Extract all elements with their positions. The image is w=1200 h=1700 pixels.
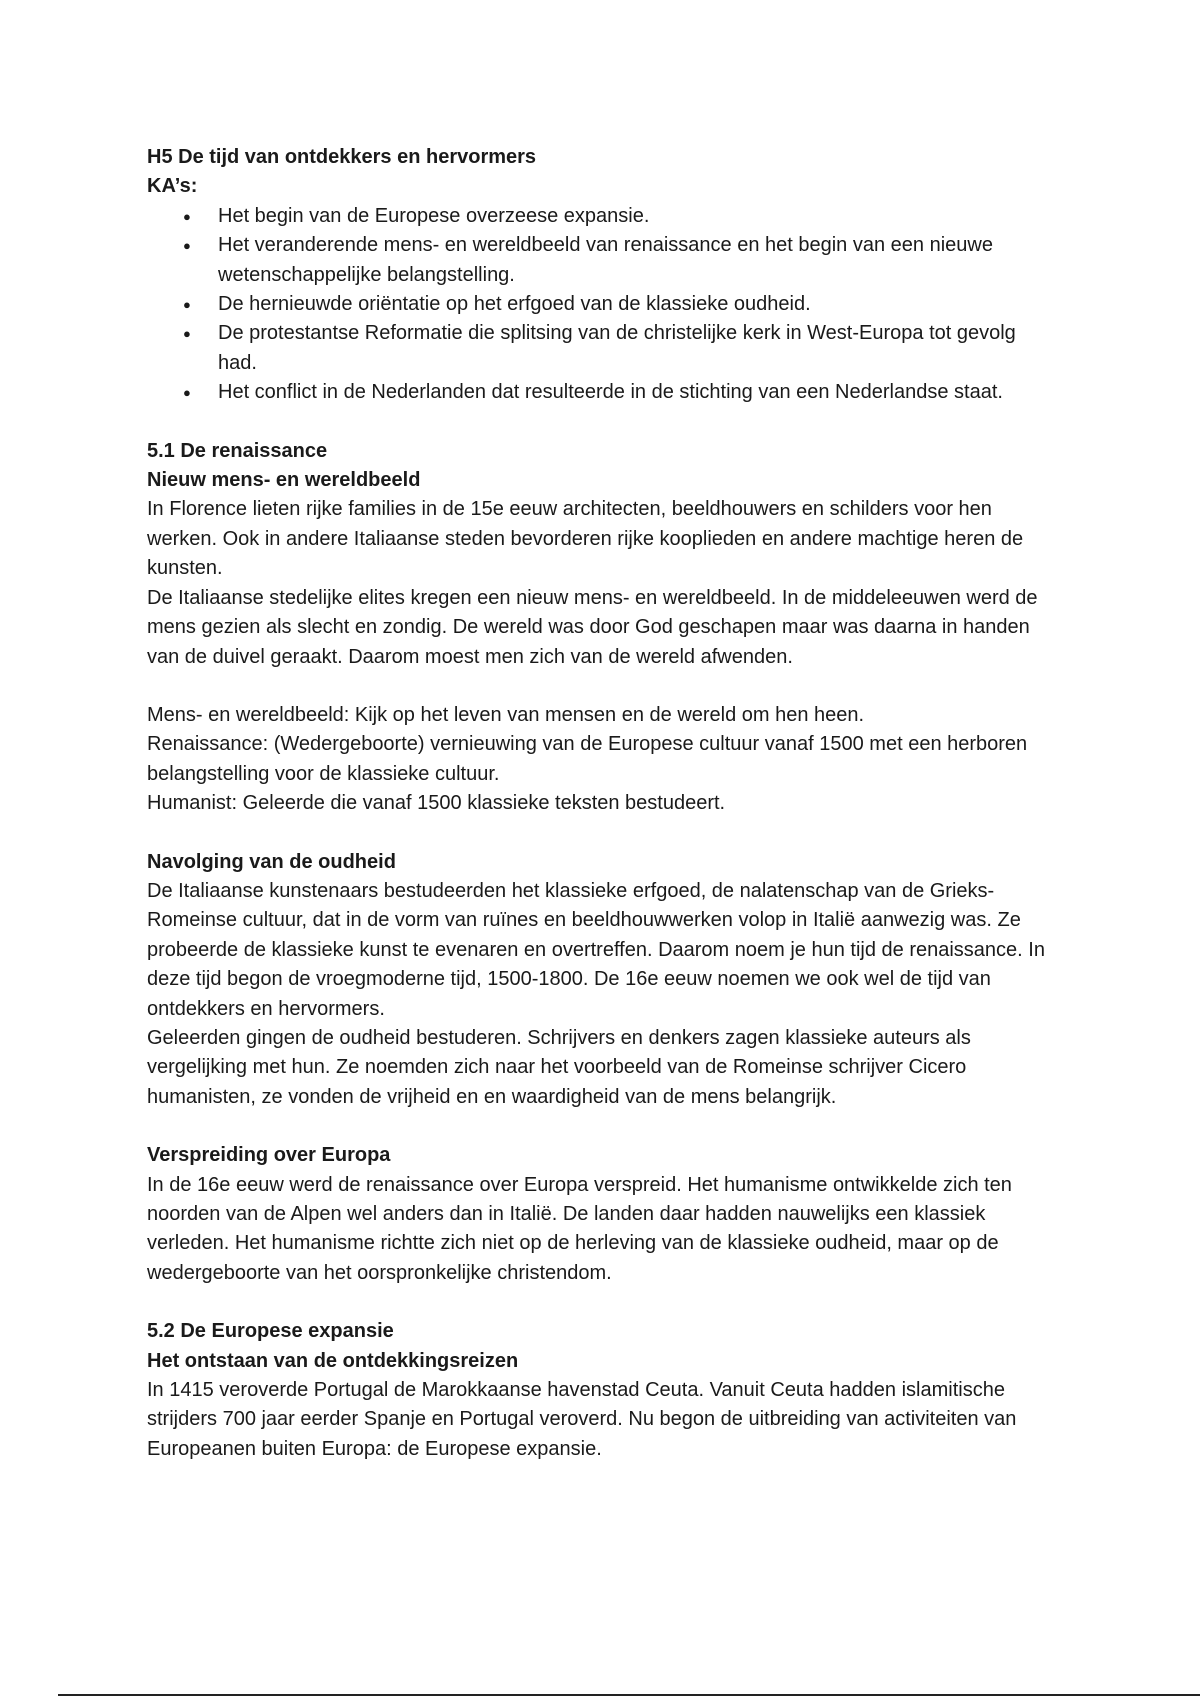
page-bottom-rule [58,1694,1200,1696]
definition-mens-wereldbeeld: Mens- en wereldbeeld: Kijk op het leven van mensen en de wereld om hen heen. [147,703,865,726]
section-heading-5-1: 5.1 De renaissance [147,439,328,462]
paragraph: Geleerden gingen de oudheid bestuderen. Schrijvers en denkers zagen klassieke auteurs als vergelijking met hun. Ze noemden zich naar het voorbeeld van de Romeinse schrijver Cicero humanisten, ze vonden de vrijheid en en waardigheid van de mens belangrijk. [147,1026,971,1108]
definition-humanist: Humanist: Geleerde die vanaf 1500 klassieke teksten bestudeert. [147,792,726,815]
subheading-mens-wereldbeeld: Nieuw mens- en wereldbeeld [147,469,421,492]
ka-item: ● Het conflict in de Nederlanden dat resulteerde in de stichting van een Nederlandse staat. [147,378,1057,407]
spacer [147,1288,1057,1317]
section-heading-5-2: 5.2 De Europese expansie [147,1320,394,1343]
ka-list [147,202,1057,408]
subheading-ontdekkingsreizen: Het ontstaan van de ontdekkingsreizen [147,1349,519,1372]
document-title: H5 De tijd van ontdekkers en hervormers [147,146,537,168]
subheading-navolging: Navolging van de oudheid [147,850,396,873]
ka-label: KA’s: [147,175,198,198]
document-page [147,143,1057,1464]
paragraph: In 1415 veroverde Portugal de Marokkaanse havenstad Ceuta. Vanuit Ceuta hadden islamitische strijders 700 jaar eerder Spanje en Portugal veroverd. Nu begon de uitbreiding van activiteiten van Europeanen buiten Europa: de Europese expansie. [147,1379,1017,1460]
spacer [147,672,1057,701]
spacer [147,819,1057,848]
ka-item: ● De protestantse Reformatie die splitsing van de christelijke kerk in West-Europa tot gevolg had. [147,319,1057,378]
ka-item: ● Het veranderende mens- en wereldbeeld van renaissance en het begin van een nieuwe wetenschappelijke belangstelling. [147,231,1057,290]
paragraph: In Florence lieten rijke families in de 15e eeuw architecten, beeldhouwers en schilders voor hen werken. Ook in andere Italiaanse steden bevorderen rijke kooplieden en andere machtige heren de kunsten. [147,498,1024,580]
definition-renaissance: Renaissance: (Wedergeboorte) vernieuwing van de Europese cultuur vanaf 1500 met een herboren belangstelling voor de klassieke cultuur. [147,733,1028,785]
spacer [147,1112,1057,1141]
ka-item: ● Het begin van de Europese overzeese expansie. [147,202,1057,231]
spacer [147,408,1057,437]
paragraph: De Italiaanse stedelijke elites kregen een nieuw mens- en wereldbeeld. In de middeleeuwen werd de mens gezien als slecht en zondig. De wereld was door God geschapen maar was daarna in handen van de duivel geraakt. Daarom moest men zich van de wereld afwenden. [147,586,1038,668]
paragraph: De Italiaanse kunstenaars bestudeerden het klassieke erfgoed, de nalatenschap van de Grieks-Romeinse cultuur, dat in de vorm van ruïnes en beeldhouwwerken volop in Italië aanwezig was. Ze probeerde de klassieke kunst te evenaren en overtreffen. Daarom noem je hun tijd de renaissance. In deze tijd begon de vroegmoderne tijd, 1500-1800. De 16e eeuw noemen we ook wel de tijd van ontdekkers en hervormers. [147,879,1045,1020]
subheading-verspreiding: Verspreiding over Europa [147,1144,391,1167]
ka-item: ● De hernieuwde oriëntatie op het erfgoed van de klassieke oudheid. [147,290,1057,319]
paragraph: In de 16e eeuw werd de renaissance over Europa verspreid. Het humanisme ontwikkelde zich ten noorden van de Alpen wel anders dan in Italië. De landen daar hadden nauwelijks een klassiek verleden. Het humanisme richtte zich niet op de herleving van de klassieke oudheid, maar op de wedergeboorte van het oorspronkelijke christendom. [147,1173,1012,1284]
